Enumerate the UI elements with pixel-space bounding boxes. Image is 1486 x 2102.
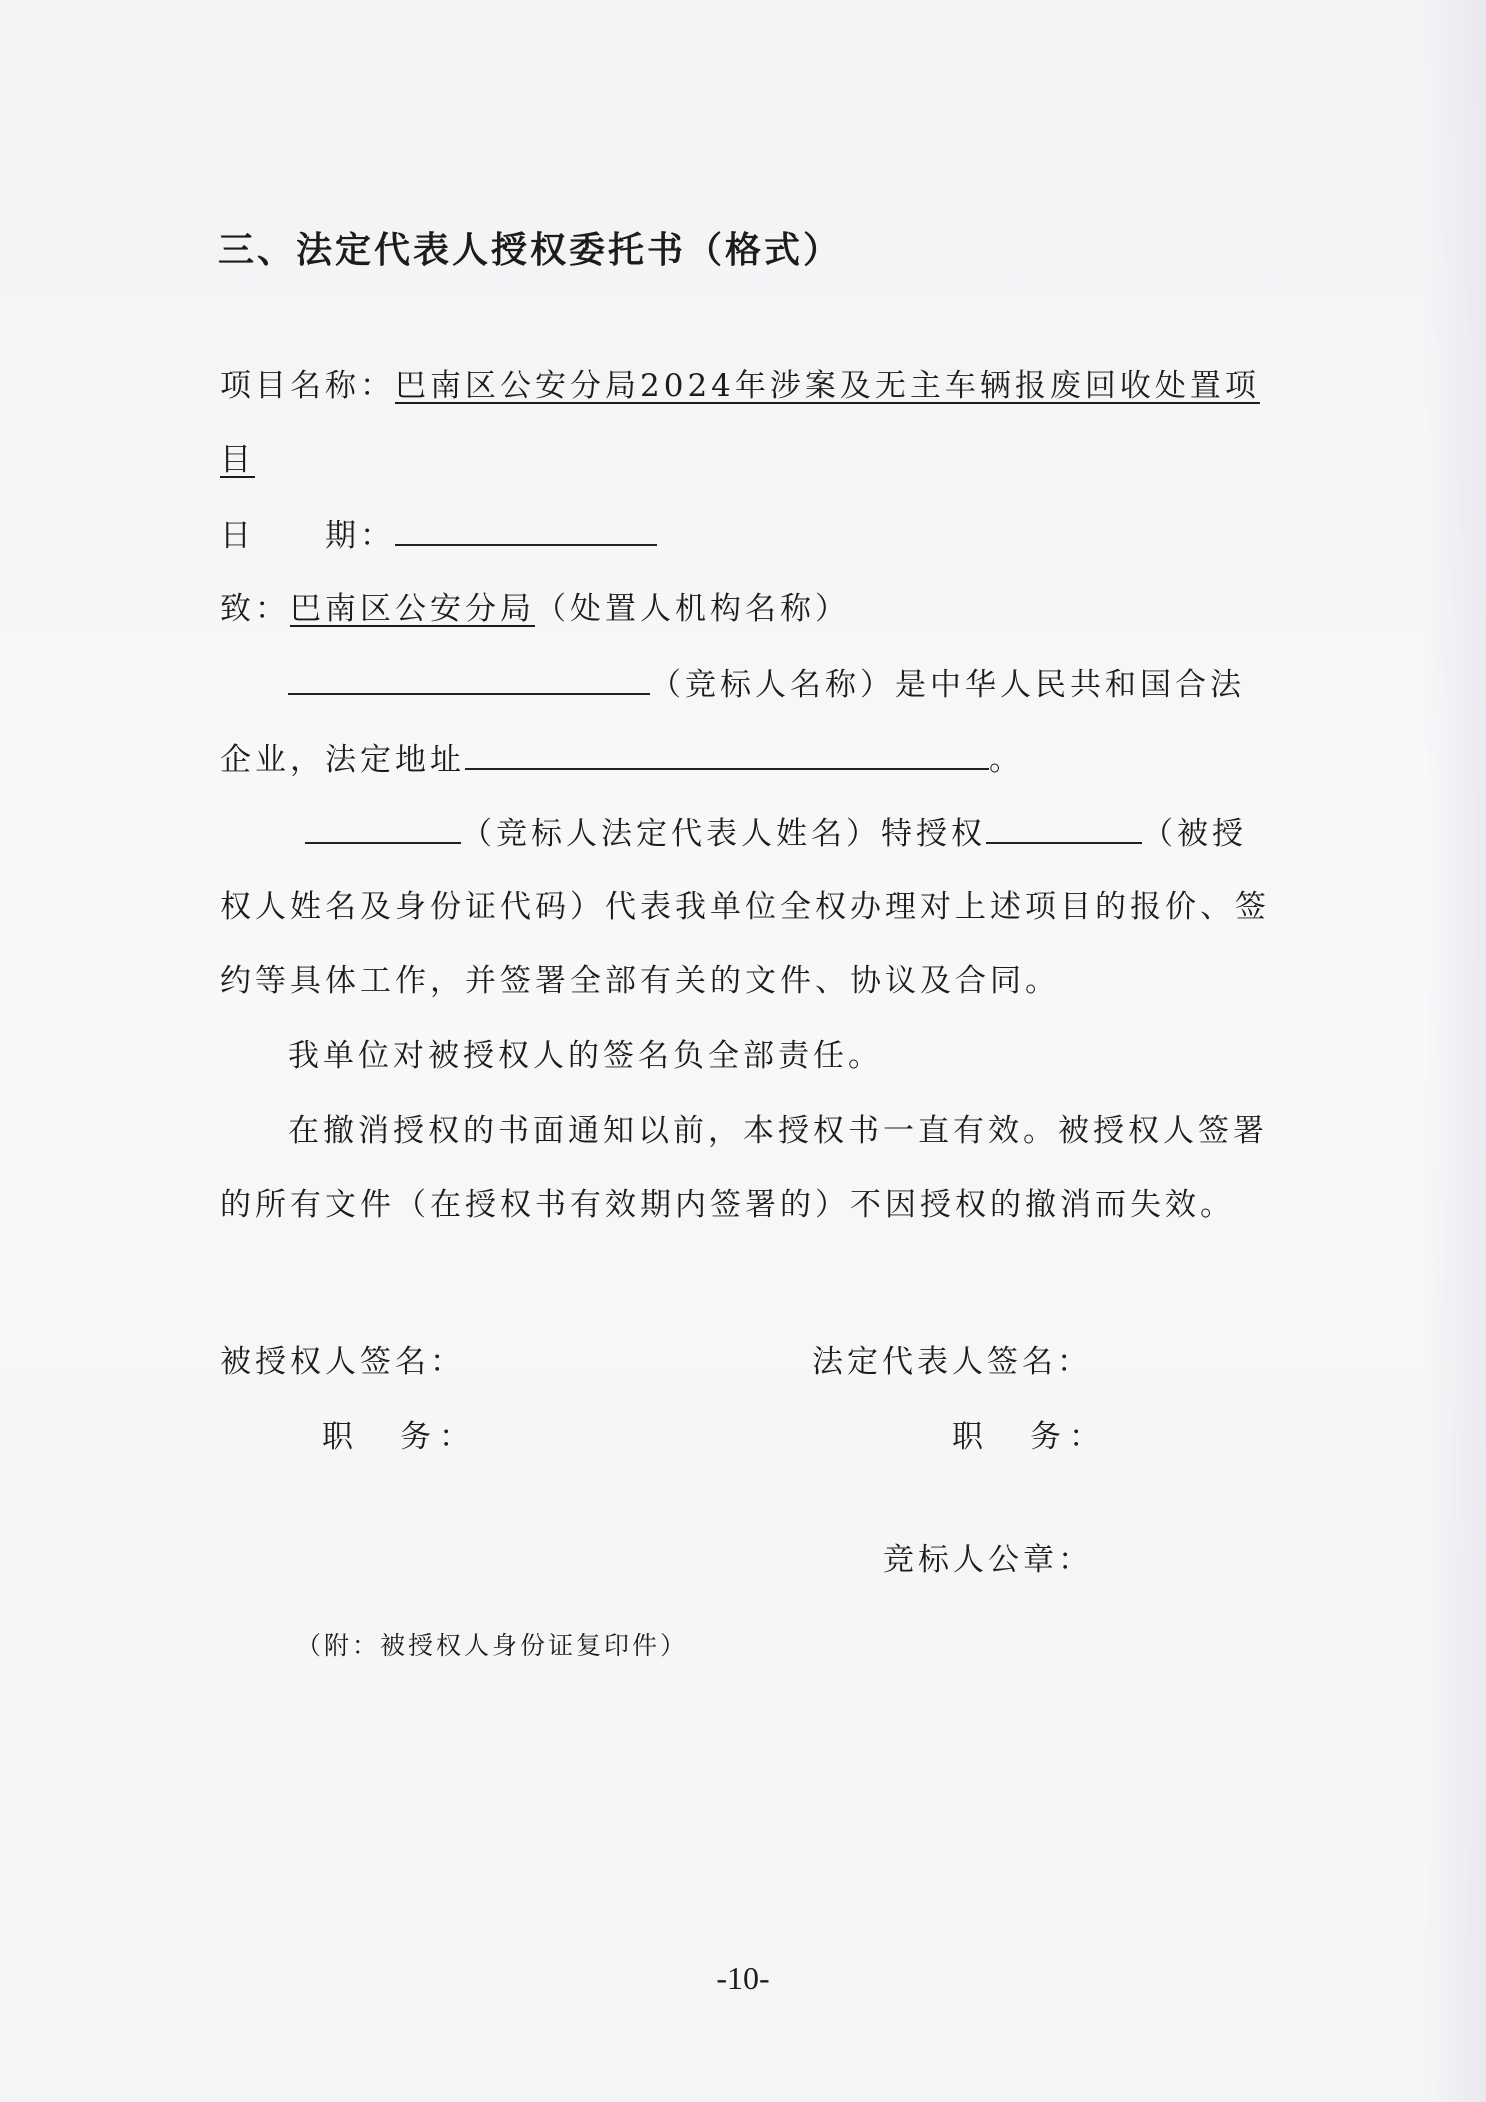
para2-line1-a: （竞标人法定代表人姓名）特授权 (461, 816, 986, 852)
position-left-label: 职 务： (322, 1419, 478, 1455)
project-name-value: 巴南区公安分局2024年涉案及无主车辆报废回收处置项 (395, 368, 1260, 404)
para4-line2: 的所有文件（在授权书有效期内签署的）不因授权的撤消而失效。 (220, 1187, 1235, 1223)
position-right-label: 职 务： (952, 1419, 1108, 1455)
para2-line3: 约等具体工作，并签署全部有关的文件、协议及合同。 (220, 963, 1060, 999)
legal-address-blank (465, 738, 989, 770)
project-name-value-cont: 目 (220, 442, 255, 478)
attachment-note: （附：被授权人身份证复印件） (296, 1631, 689, 1660)
page-number: -10- (716, 1960, 770, 1996)
recipient-line (220, 589, 850, 629)
authorized-person-blank (986, 812, 1142, 844)
date-label: 日 期： (220, 518, 395, 554)
document-heading: 三、法定代表人授权委托书（格式） (218, 230, 843, 271)
para1-line1-text: （竞标人名称）是中华人民共和国合法 (650, 667, 1245, 703)
authorized-signature-label: 被授权人签名： (220, 1344, 465, 1380)
legal-rep-signature-label: 法定代表人签名： (812, 1344, 1092, 1380)
bidder-name-blank (288, 663, 650, 695)
para1-line2-suffix: 。 (989, 742, 1024, 778)
para3: 我单位对被授权人的签名负全部责任。 (288, 1038, 883, 1074)
para1-line2 (220, 738, 1024, 780)
project-name-line (220, 366, 1260, 406)
date-line (220, 514, 657, 556)
legal-rep-name-blank (305, 812, 461, 844)
para1-line1 (288, 663, 1245, 705)
project-name-continuation (220, 440, 255, 480)
recipient-value: 巴南区公安分局 (290, 591, 535, 627)
bidder-seal-label: 竞标人公章： (883, 1542, 1093, 1578)
para2-line1-b: （被授 (1142, 816, 1247, 852)
para1-line2-prefix: 企业，法定地址 (220, 742, 465, 778)
para4-line1: 在撤消授权的书面通知以前，本授权书一直有效。被授权人签署 (288, 1113, 1268, 1149)
para2-line2: 权人姓名及身份证代码）代表我单位全权办理对上述项目的报价、签 (220, 889, 1270, 925)
recipient-label: 致： (220, 591, 290, 627)
project-name-label: 项目名称： (220, 368, 395, 404)
date-blank (395, 514, 657, 546)
para2-line1 (305, 812, 1247, 854)
recipient-note: （处置人机构名称） (535, 591, 850, 627)
